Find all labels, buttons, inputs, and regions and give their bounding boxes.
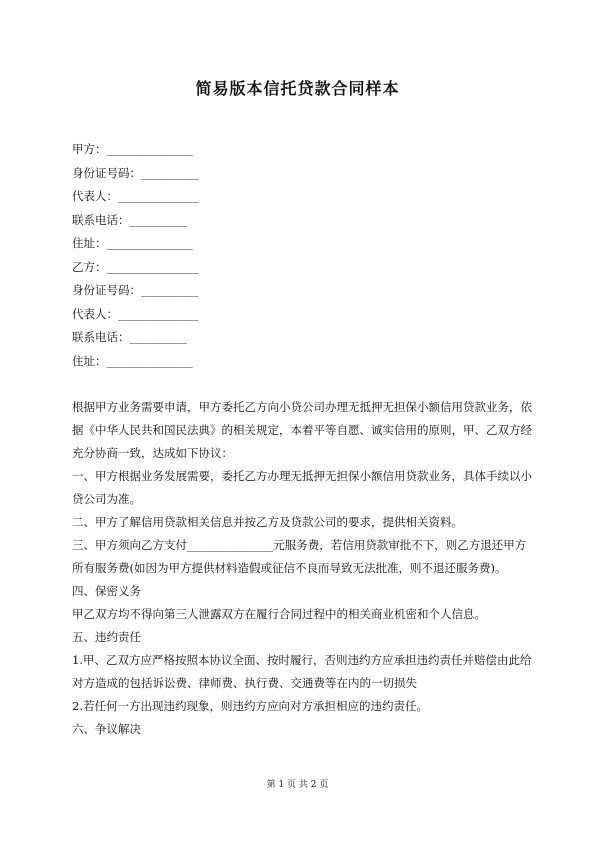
- party-b-representative-field: 代表人：______________: [72, 306, 199, 321]
- party-a-name-field: 甲方：_______________: [72, 142, 193, 156]
- party-a-id-number-field: 身份证号码：__________: [72, 165, 199, 180]
- section-liability-heading: 五、违约责任: [72, 630, 141, 644]
- document-title: 简易版本信托贷款合同样本: [195, 79, 400, 98]
- party-b-id-number-field: 身份证号码：__________: [72, 283, 199, 297]
- party-info-section: [72, 138, 532, 373]
- page-number-footer: 第 1 页 共 2 页: [266, 780, 329, 790]
- contract-body: [72, 396, 532, 741]
- party-a-address-field: 住址：_______________: [72, 236, 193, 250]
- liability-item-2-paragraph: 2.若任何一方出现违约现象，则违约方应向对方承担相应的违约责任。: [72, 699, 428, 713]
- party-b-name-field: 乙方：________________: [72, 259, 199, 274]
- clause-3-paragraph: 三、甲方须向乙方支付_______________元服务费，若信用贷款审批不下，则乙方退还甲方所有服务费(如因为甲方提供材料造假或征信不良而导致无法批准，则不退还服务费)。: [72, 538, 527, 575]
- party-b-address-field: 住址：_______________: [72, 353, 193, 368]
- section-dispute-heading: 六、争议解决: [72, 722, 141, 736]
- party-b-phone-field: 联系电话：__________: [72, 330, 187, 344]
- section-confidentiality-heading: 四、保密义务: [72, 584, 141, 598]
- confidentiality-paragraph: 甲乙双方均不得向第三人泄露双方在履行合同过程中的相关商业机密和个人信息。: [72, 607, 486, 621]
- preamble-paragraph: 根据甲方业务需要申请，甲方委托乙方向小贷公司办理无抵押无担保小额信用贷款业务，依据《中华人民共和国民法典》的相关规定，本着平等自愿、诚实信用的原则，甲、乙双方经充分协商一致，达成如下协议：: [72, 400, 532, 460]
- clause-1-paragraph: 一、甲方根据业务发展需要，委托乙方办理无抵押无担保小额信用贷款业务，具体手续以小贷公司为准。: [72, 469, 532, 506]
- party-a-phone-field: 联系电话：__________: [72, 212, 187, 227]
- clause-2-paragraph: 二、甲方了解信用贷款相关信息并按乙方及贷款公司的要求，提供相关资料。: [72, 515, 463, 529]
- liability-item-1-paragraph: 1.甲、乙双方应严格按照本协议全面、按时履行，否则违约方应承担违约责任并赔偿由此给对方造成的包括诉讼费、律师费、执行费、交通费等在内的一切损失: [72, 653, 532, 690]
- party-a-representative-field: 代表人：______________: [72, 189, 199, 203]
